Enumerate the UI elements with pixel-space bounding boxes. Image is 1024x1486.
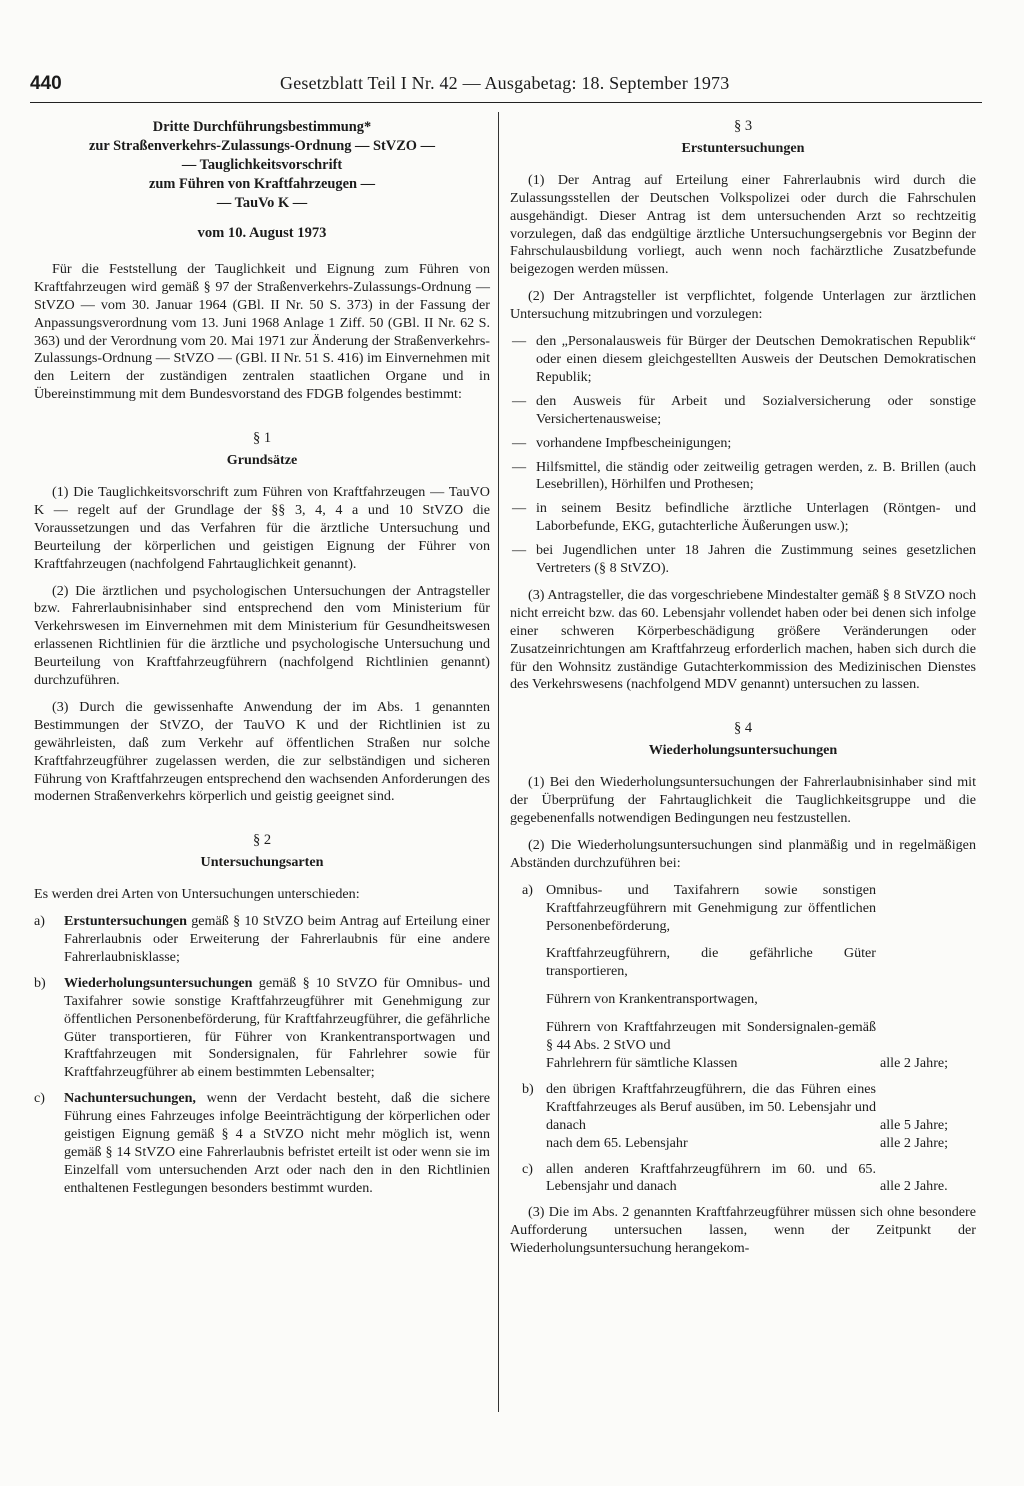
schedule-text: den übrigen Kraftfahrzeugführern, die das Führen eines Kraftfahrzeuges als Beruf ausüben, im 50. Lebensjahr und danach [546,1080,876,1133]
schedule-text: Kraftfahrzeugführern, die gefährliche Güter transportieren, [546,945,876,980]
item-text: bei Jugendlichen unter 18 Jahren die Zustimmung seines gesetzlichen Vertreters (§ 8 StVZO). [536,542,976,577]
preamble: Für die Feststellung der Tauglichkeit und Eignung zum Führen von Kraftfahrzeugen wird gemäß § 97 der Straßenverkehrs-Zulassungs-Ordnung — StVZO — vom 30. Januar 1964 (GBl. II Nr. 50 S. 373) in der Fassung der Anpassungsverordnung vom 13. Juni 1968 Anlage 1 Ziff. 50 (GBl. II Nr. 62 S. 363) und der Verordnung vom 20. Mai 1971 zur Änderung der Straßenverkehrs-Zulassungs-Ordnung — StVZO — (GBl. II Nr. 51 S. 416) im Einvernehmen mit den Leitern der zuständigen zentralen staatlichen Organe und in Übereinstimmung mit dem Bundesvorstand des FDGB folgendes bestimmt: [34,260,490,403]
item-text: Hilfsmittel, die ständig oder zeitweilig getragen werden, z. B. Brillen (auch Lesebrillen), Hörhilfen und Prothesen; [536,458,976,493]
document-date: vom 10. August 1973 [197,225,327,241]
schedule-line [546,1055,976,1073]
interval-value: alle 2 Jahre; [880,1134,949,1151]
item-text: den „Personalausweis für Bürger der Deutschen Demokratischen Republik“ oder einen diesem gleichgestellten Ausweis der Deutschen Demokratischen Republik; [536,333,976,385]
interval-schedule [510,882,976,1197]
section-title: Grundsätze [226,452,298,469]
list-item [510,500,976,536]
schedule-text: allen anderen Kraftfahrzeugführern im 60. und 65. Lebensjahr und danach [546,1160,876,1195]
left-column [34,118,490,1207]
paragraph: (3) Die im Abs. 2 genannten Kraftfahrzeugführer müssen sich ohne besondere Aufforderung untersuchen lassen, wenn der Zeitpunkt der Wiederholungsuntersuchung herangekom- [510,1204,976,1257]
section-title: Untersuchungsarten [200,854,324,871]
list-item [510,393,976,429]
schedule-text: Führern von Kraftfahrzeugen mit Sondersignalen-gemäß § 44 Abs. 2 StVO und [546,1019,876,1054]
interval-value: alle 5 Jahre; [880,1116,949,1133]
item-text: wenn der Verdacht besteht, daß die sichere Führung eines Fahrzeuges infolge Beeinträchtigung der körperlichen oder geistigen Eignung gemäß § 4 a StVZO nicht mehr möglich ist, wenn gemäß § 14 StVZO eine Fahrerlaubnis befristet erteilt ist oder wenn sie im Einzelfall vom untersuchenden Arzt oder nach den in den Richtlinien enthaltenen Festlegungen besonders bestimmt wurden. [64,1090,490,1196]
schedule-line [546,1135,976,1153]
term: Wiederholungsuntersuchungen [64,974,253,991]
interval-value: alle 2 Jahre. [880,1178,948,1195]
list-marker: c) [522,1160,533,1177]
list-item [34,975,490,1082]
item-text: in seinem Besitz befindliche ärztliche Unterlagen (Röntgen- und Laborbefunde, EKG, gutachterliche Äußerungen usw.); [536,500,976,535]
list-item [34,1090,490,1197]
schedule-item-c [510,1161,976,1197]
list-marker: b) [522,1080,534,1097]
dash-marker: — [512,500,527,517]
section-number: § 4 [733,720,753,737]
list-item [510,435,976,453]
item-text: gemäß § 10 StVZO für Omnibus- und Taxifahrer sowie sonstige Kraftfahrzeugführer mit Genehmigung zur öffentlichen Personenbeförderung, für Kraftfahrzeugführer, die gefährliche Güter transportieren, für Führer von Krankentransportwagen und Kraftfahrzeugen mit Sondersignalen, für Fahrlehrer sowie für Kraftfahrzeugführer ab einem bestimmten Lebensalter; [64,974,490,1081]
term: Erstuntersuchungen [64,913,187,930]
item-text: den Ausweis für Arbeit und Sozialversicherung oder sonstige Versichertenausweise; [536,392,976,427]
section-number: § 1 [252,430,272,447]
paragraph: (3) Antragsteller, die das vorgeschriebene Mindestalter gemäß § 8 StVZO noch nicht erreicht bzw. das 60. Lebensjahr vollendet haben oder bei denen sich infolge einer schweren Körperbeschädigung größere Veränderungen oder Zusatzeinrichtungen am Kraftfahrzeug erforderlich machen, haben sich durch die für den Wohnsitz zuständige Gutachterkommission des Medizinischen Dienstes des Verkehrswesens (nachfolgend MDV genannt) untersuchen zu lassen. [510,586,976,693]
schedule-text: nach dem 65. Lebensjahr [546,1134,688,1151]
schedule-line [546,1161,976,1197]
schedule-item-a [510,882,976,1073]
paragraph: (1) Bei den Wiederholungsuntersuchungen der Fahrerlaubnisinhaber sind mit der Überprüfung der Fahrtauglichkeit die Tauglichkeitsgruppe und die gegebenenfalls notwendigen Bedingungen neu festzustellen. [510,774,976,826]
right-column [510,118,976,1267]
title-line: — Tauglichkeitsvorschrift [181,157,343,173]
dash-marker: — [512,333,527,350]
list-marker: b) [34,974,46,991]
page-number: 440 [30,73,62,94]
list-item [34,913,490,967]
paragraph: (1) Der Antrag auf Erteilung einer Fahrerlaubnis wird durch die Zulassungsstellen der Deutschen Volkspolizei oder durch die Fahrschulen ausgehändigt. Dieser Antrag ist dem untersuchenden Arzt so rechtzeitig vorzulegen, daß das endgültige ärztliche Untersuchungsergebnis vor Beginn der Fahrschulausbildung vorliegt, auch wenn noch fachärztliche Zusatzbefunde beigezogen werden müssen. [510,171,976,278]
list-marker: c) [34,1090,45,1107]
examination-types-list [34,913,490,1198]
paragraph: (2) Die ärztlichen und psychologischen Untersuchungen der Antragsteller bzw. Fahrerlaubnisinhaber sind entsprechend den vom Ministerium für Verkehrswesen im Einvernehmen mit dem Ministerium für Gesundheitswesen erlassenen Richtlinien für die ärztliche und psychologische Untersuchung und Beurteilung von Kraftfahrzeugführern (nachfolgend Richtlinien genannt) durchzuführen. [34,582,490,689]
schedule-line [546,1081,976,1135]
column-divider [498,112,499,1412]
list-marker: a) [522,881,533,898]
section-number: § 3 [733,118,753,134]
item-text: gemäß § 10 StVZO beim Antrag auf Erteilung einer Fahrerlaubnis oder Erweiterung der Fahrerlaubnis für eine andere Fahrerlaubnisklasse; [64,913,490,965]
paragraph: (2) Der Antragsteller ist verpflichtet, folgende Unterlagen zur ärztlichen Untersuchung mitzubringen und vorzulegen: [510,288,976,323]
document-title [34,118,490,213]
paragraph: (2) Die Wiederholungsuntersuchungen sind planmäßig und in regelmäßigen Abständen durchzuführen bei: [510,836,976,871]
dash-marker: — [512,542,527,559]
paragraph: (3) Durch die gewissenhafte Anwendung der im Abs. 1 genannten Bestimmungen der StVZO, der TauVO K und der Richtlinien ist zu gewährleisten, daß zum Verkehr auf öffentlichen Straßen nur solche Kraftfahrzeugführer zugelassen werden, die zur selbständigen und sicheren Führung von Kraftfahrzeugen entsprechend den wachsenden Anforderungen des modernen Straßenverkehrs körperlich und geistig geeignet sind. [34,698,490,805]
paragraph: Es werden drei Arten von Untersuchungen unterschieden: [34,886,360,903]
item-text: vorhandene Impfbescheinigungen; [536,434,732,451]
header-rule [30,102,982,103]
documents-list [510,333,976,578]
schedule-text: Führern von Krankentransportwagen, [546,991,758,1008]
section-title: Erstuntersuchungen [681,139,805,156]
title-line: zum Führen von Kraftfahrzeugen — [149,176,375,192]
dash-marker: — [512,392,527,409]
list-item [510,333,976,387]
section-title: Wiederholungsuntersuchungen [648,742,838,759]
running-head: Gesetzblatt Teil I Nr. 42 — Ausgabetag: 18. September 1973 [280,73,730,93]
schedule-item-b [510,1081,976,1153]
schedule-text: Omnibus- und Taxifahrern sowie sonstigen Kraftfahrzeugführern mit Genehmigung zur öffentlichen Personenbeförderung, [546,881,876,934]
title-line: Dritte Durchführungsbestimmung* [152,119,372,135]
schedule-text: Fahrlehrern für sämtliche Klassen [546,1054,738,1071]
interval-value: alle 2 Jahre; [880,1054,949,1071]
title-line: zur Straßenverkehrs-Zulassungs-Ordnung — StVZO — [89,138,435,154]
term: Nachuntersuchungen, [64,1090,196,1107]
list-item [510,459,976,495]
list-item [510,542,976,578]
section-number: § 2 [252,832,272,849]
page-header [30,73,980,99]
paragraph: (1) Die Tauglichkeitsvorschrift zum Führen von Kraftfahrzeugen — TauVO K — regelt auf der Grundlage der §§ 3, 4, 4 a und 10 StVZO die Voraussetzungen und das Verfahren für die ärztliche Untersuchung und Beurteilung der körperlichen und geistigen Eignung der Führer von Kraftfahrzeugen (nachfolgend Fahrtauglichkeit genannt). [34,483,490,572]
dash-marker: — [512,458,527,475]
dash-marker: — [512,434,527,451]
title-line: — TauVo K — [216,195,308,211]
list-marker: a) [34,913,45,930]
